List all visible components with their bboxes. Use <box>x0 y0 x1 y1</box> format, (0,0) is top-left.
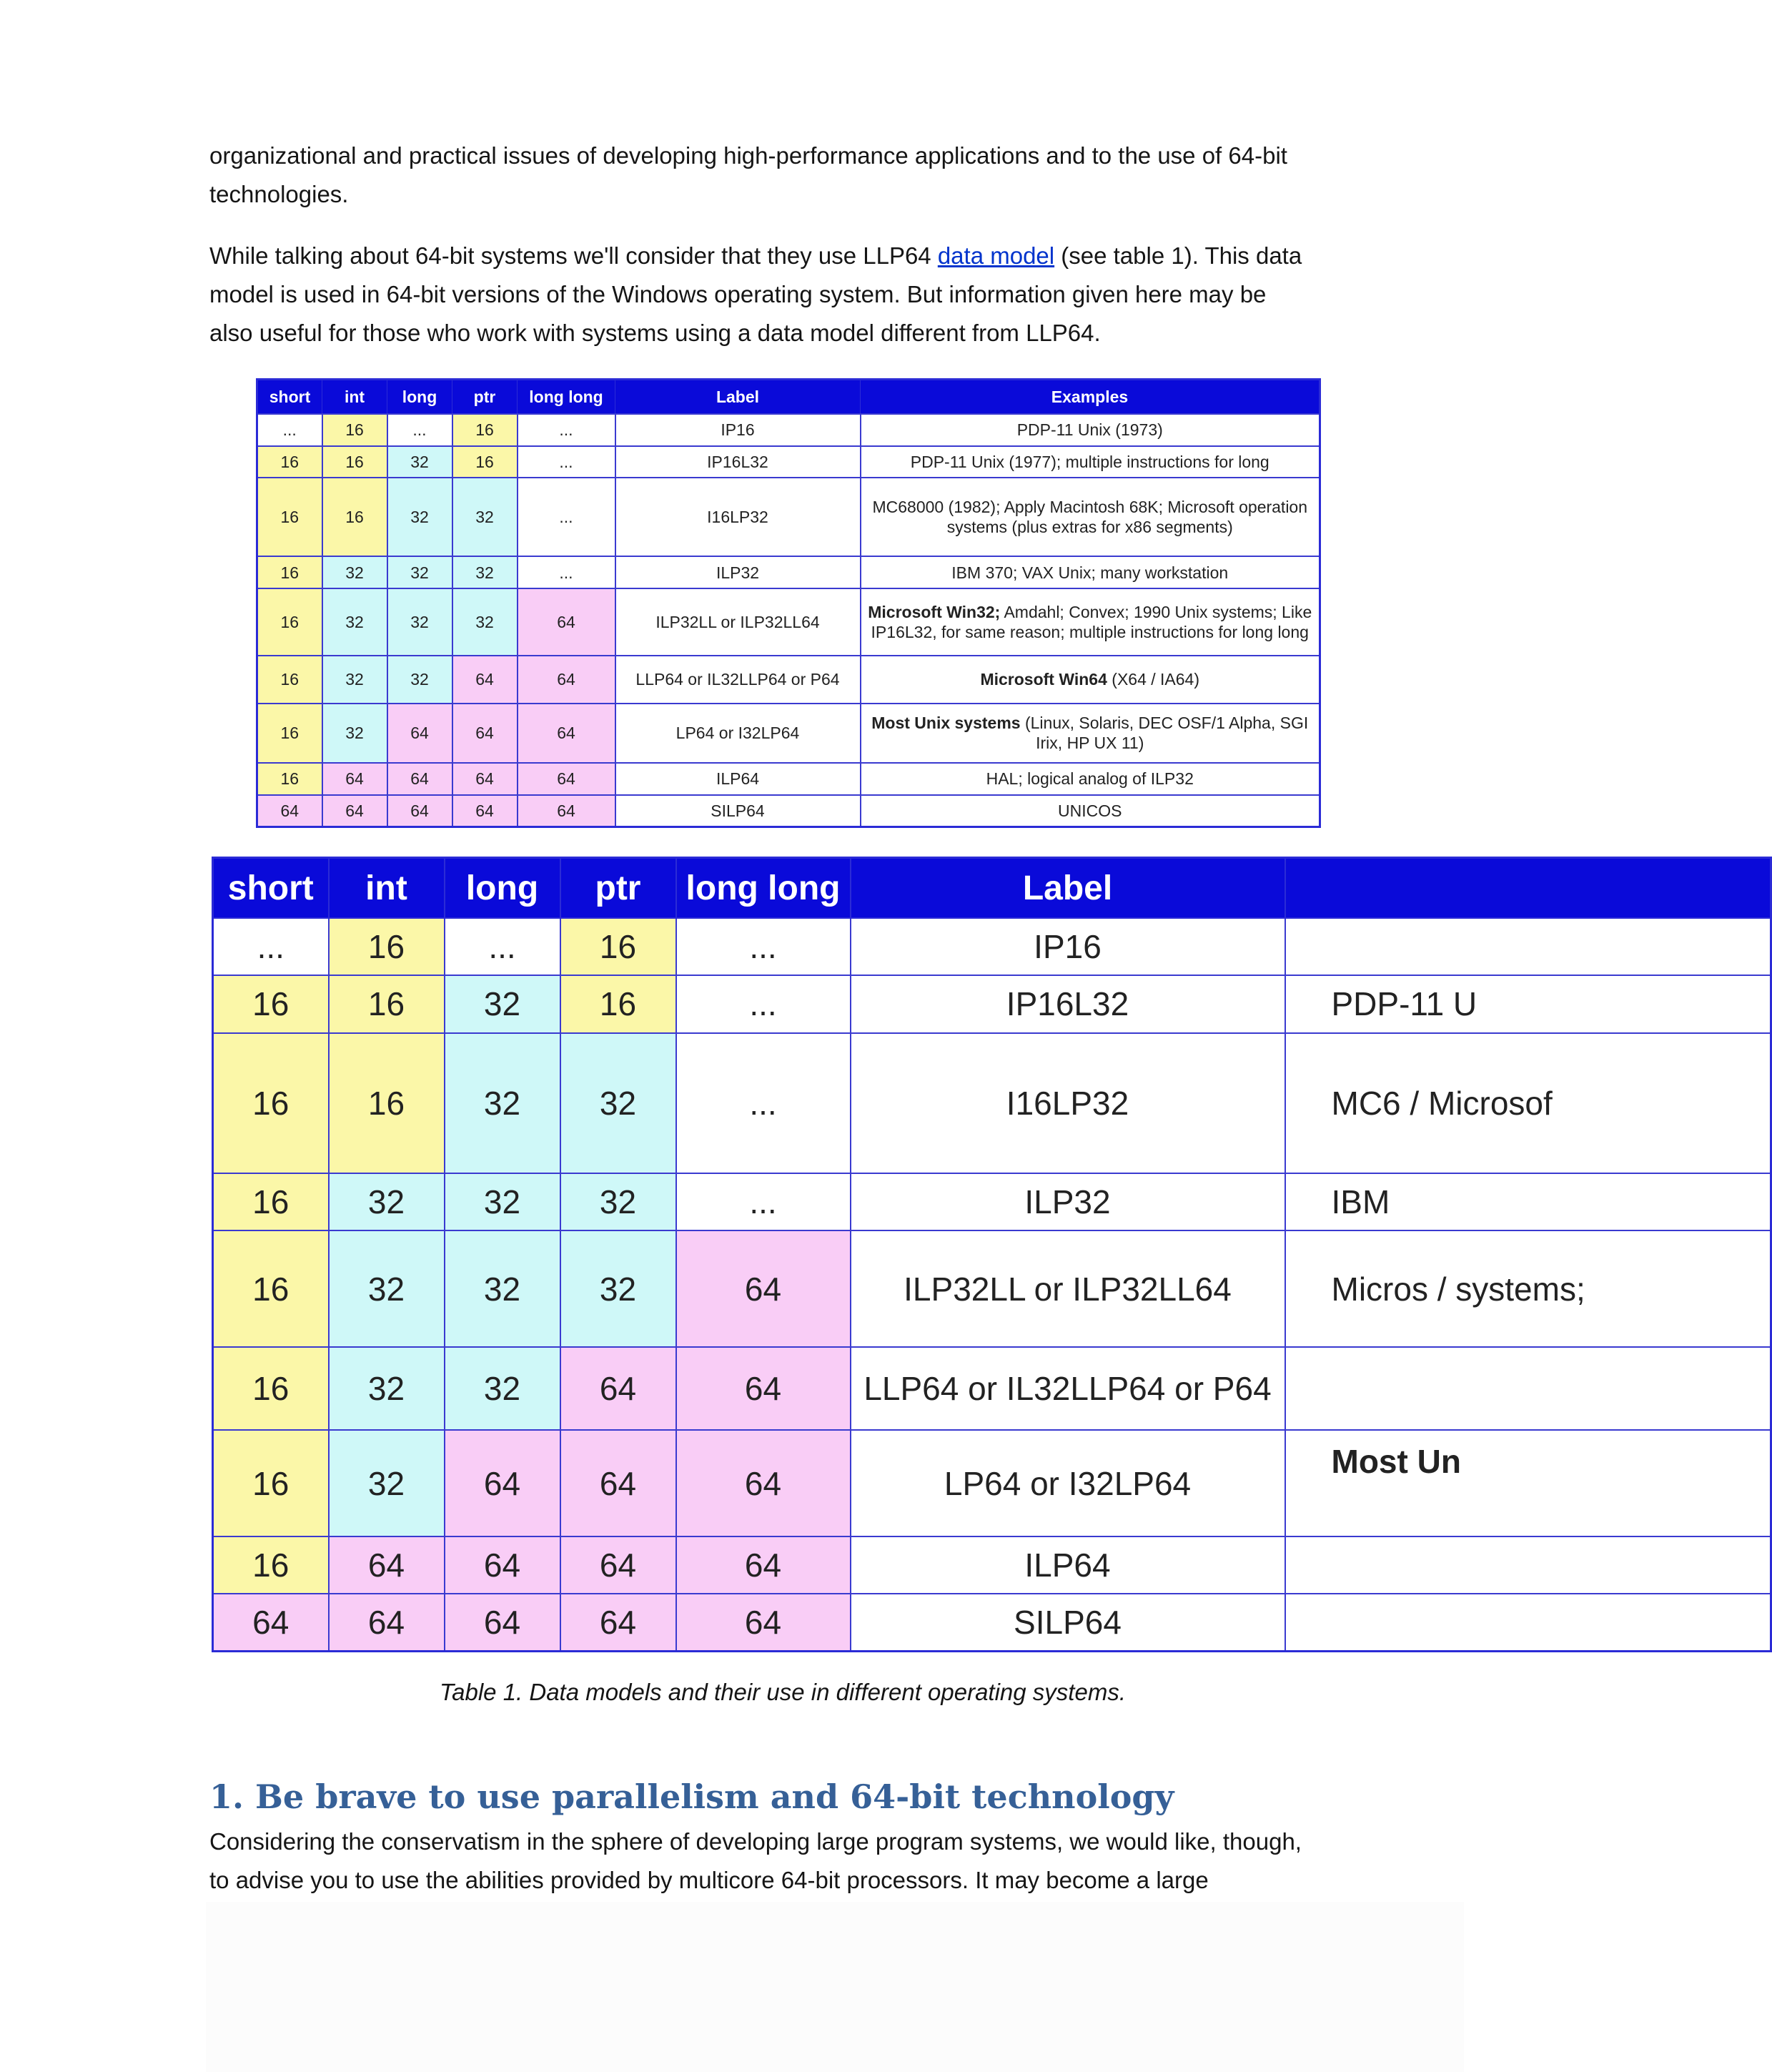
cell-label: LLP64 or IL32LLP64 or P64 <box>615 656 861 704</box>
table-row <box>257 704 1320 763</box>
cell-int: 64 <box>322 763 387 795</box>
header-int: int <box>322 380 387 415</box>
para2-before-link: While talking about 64-bit systems we'll consider that they use LLP64 <box>209 242 938 269</box>
cell-examples: PDP-11 Unix (1973) <box>861 414 1320 446</box>
cell-long: ... <box>445 918 560 975</box>
header-short: short <box>213 858 329 919</box>
cell-int: 64 <box>329 1536 445 1594</box>
header-examples: Examples <box>861 380 1320 415</box>
cell-ptr: 64 <box>560 1594 676 1651</box>
cell-int: 32 <box>322 656 387 704</box>
cell-label: ILP64 <box>615 763 861 795</box>
cell-label: IP16L32 <box>851 975 1285 1032</box>
cell-short: 16 <box>257 763 322 795</box>
cell-int: 16 <box>322 478 387 556</box>
table-row <box>213 1347 1771 1430</box>
cell-examples <box>1285 918 1771 975</box>
cell-examples <box>861 656 1320 704</box>
table-row <box>257 588 1320 656</box>
cell-short: ... <box>257 414 322 446</box>
cell-label: ILP32LL or ILP32LL64 <box>615 588 861 656</box>
cell-int: 32 <box>329 1173 445 1230</box>
intro-paragraph <box>209 137 1367 214</box>
cell-long: 32 <box>387 588 452 656</box>
cell-examples: Micros / systems; <box>1285 1230 1771 1347</box>
cell-long: 32 <box>387 656 452 704</box>
cell-short: 16 <box>257 446 322 478</box>
cell-long-long: 64 <box>518 656 615 704</box>
cell-ptr: 16 <box>560 975 676 1032</box>
examples-text: Amdahl; Convex; 1990 Unix systems; Like IP16L32, for same reason; multiple instructions for long long <box>871 602 1312 641</box>
header-short: short <box>257 380 322 415</box>
cell-examples <box>1285 1347 1771 1430</box>
cell-label: SILP64 <box>851 1594 1285 1651</box>
data-models-table-zoomed <box>212 857 1772 1652</box>
table-header-row <box>257 380 1320 415</box>
cell-short: ... <box>213 918 329 975</box>
cell-ptr: 64 <box>560 1430 676 1536</box>
table-row <box>257 763 1320 795</box>
cell-short: 16 <box>213 1430 329 1536</box>
header-ptr: ptr <box>560 858 676 919</box>
cell-long: 32 <box>445 1230 560 1347</box>
cell-ptr: 32 <box>560 1173 676 1230</box>
table-row <box>213 1536 1771 1594</box>
cell-long-long: ... <box>676 975 851 1032</box>
cell-ptr: 16 <box>452 446 518 478</box>
cell-short: 16 <box>213 1033 329 1174</box>
cell-short: 16 <box>213 975 329 1032</box>
cell-label: LP64 or I32LP64 <box>615 704 861 763</box>
cell-label: IP16L32 <box>615 446 861 478</box>
cell-examples: IBM <box>1285 1173 1771 1230</box>
section-line1: Considering the conservatism in the sphere of developing large program systems, we would like, though, <box>209 1828 1302 1855</box>
cell-ptr: 32 <box>452 556 518 588</box>
table-row <box>213 975 1771 1032</box>
table-row <box>257 414 1320 446</box>
cell-label: LLP64 or IL32LLP64 or P64 <box>851 1347 1285 1430</box>
cell-int: 32 <box>329 1230 445 1347</box>
table-row <box>257 795 1320 827</box>
cell-ptr: 64 <box>452 795 518 827</box>
cell-int: 16 <box>322 446 387 478</box>
examples-text: (X64 / IA64) <box>1107 670 1200 689</box>
cell-examples: PDP-11 Unix (1977); multiple instructions for long <box>861 446 1320 478</box>
table-row <box>257 478 1320 556</box>
cell-ptr: 32 <box>452 588 518 656</box>
cell-long-long: 64 <box>518 704 615 763</box>
cell-examples: MC6 / Microsof <box>1285 1033 1771 1174</box>
cell-long: 64 <box>387 763 452 795</box>
cell-short: 16 <box>257 478 322 556</box>
cell-int: 32 <box>322 704 387 763</box>
cell-int: 16 <box>329 975 445 1032</box>
cell-short: 16 <box>213 1347 329 1430</box>
table-caption: Table 1. Data models and their use in different operating systems. <box>440 1679 1126 1705</box>
cell-int: 32 <box>329 1347 445 1430</box>
para2-line2: model is used in 64-bit versions of the Windows operating system. But information given here may be <box>209 281 1267 307</box>
header-label: Label <box>851 858 1285 919</box>
cell-long: 32 <box>387 478 452 556</box>
cell-long: 32 <box>445 1347 560 1430</box>
cell-long-long: 64 <box>676 1536 851 1594</box>
cell-int: 64 <box>322 795 387 827</box>
header-int: int <box>329 858 445 919</box>
cell-examples: HAL; logical analog of ILP32 <box>861 763 1320 795</box>
cell-int: 16 <box>329 918 445 975</box>
intro-line-b: technologies. <box>209 181 349 207</box>
cell-label: SILP64 <box>615 795 861 827</box>
cell-label: IP16 <box>615 414 861 446</box>
cell-long-long: 64 <box>676 1347 851 1430</box>
cell-long: 64 <box>445 1594 560 1651</box>
header-long: long <box>387 380 452 415</box>
section-paragraph <box>209 1822 1367 1900</box>
examples-bold: Most Unix systems <box>871 714 1021 733</box>
cell-int: 32 <box>322 556 387 588</box>
cell-long: 64 <box>445 1536 560 1594</box>
cell-short: 16 <box>257 656 322 704</box>
cell-short: 16 <box>257 704 322 763</box>
cell-long-long: 64 <box>676 1230 851 1347</box>
cell-ptr: 32 <box>452 478 518 556</box>
cell-label: ILP32 <box>615 556 861 588</box>
cell-long: 32 <box>445 1173 560 1230</box>
cell-long-long: 64 <box>518 588 615 656</box>
section-line2: to advise you to use the abilities provided by multicore 64-bit processors. It may become a large <box>209 1867 1209 1893</box>
cell-label: LP64 or I32LP64 <box>851 1430 1285 1536</box>
cell-ptr: 16 <box>560 918 676 975</box>
cell-int: 32 <box>329 1430 445 1536</box>
cell-label: I16LP32 <box>851 1033 1285 1174</box>
cell-short: 16 <box>213 1173 329 1230</box>
cell-examples <box>1285 1536 1771 1594</box>
cell-int: 32 <box>322 588 387 656</box>
cell-short: 16 <box>257 556 322 588</box>
cell-short: 64 <box>213 1594 329 1651</box>
header-examples <box>1285 858 1771 919</box>
cell-examples <box>1285 1594 1771 1651</box>
cell-examples <box>861 704 1320 763</box>
table-row <box>257 556 1320 588</box>
table-row <box>257 656 1320 704</box>
header-label: Label <box>615 380 861 415</box>
cell-int: 16 <box>322 414 387 446</box>
examples-text: (Linux, Solaris, DEC OSF/1 Alpha, SGI Irix, HP UX 11) <box>1020 714 1309 753</box>
cell-ptr: 64 <box>452 704 518 763</box>
cell-long-long: ... <box>676 1173 851 1230</box>
table-row <box>213 1594 1771 1651</box>
cell-ptr: 64 <box>560 1347 676 1430</box>
cell-long-long: 64 <box>676 1594 851 1651</box>
examples-bold: Microsoft Win32; <box>868 602 1001 621</box>
header-ptr: ptr <box>452 380 518 415</box>
cell-label: ILP32LL or ILP32LL64 <box>851 1230 1285 1347</box>
table-row <box>213 1230 1771 1347</box>
table-row <box>257 446 1320 478</box>
table-row <box>213 1430 1771 1536</box>
cell-label: IP16 <box>851 918 1285 975</box>
cell-examples: Most Un <box>1285 1430 1771 1536</box>
cell-short: 16 <box>213 1536 329 1594</box>
table-row <box>213 1033 1771 1174</box>
cell-short: 64 <box>257 795 322 827</box>
intro-line-a: organizational and practical issues of developing high-performance applications and to the use of 64-bit <box>209 142 1287 169</box>
cell-long-long: ... <box>518 478 615 556</box>
cell-long: 32 <box>445 1033 560 1174</box>
cell-long-long: ... <box>518 414 615 446</box>
cell-long-long: ... <box>518 446 615 478</box>
cell-int: 64 <box>329 1594 445 1651</box>
cell-examples: PDP-11 U <box>1285 975 1771 1032</box>
cell-int: 16 <box>329 1033 445 1174</box>
table-header-row <box>213 858 1771 919</box>
cell-long: 32 <box>387 556 452 588</box>
cell-ptr: 64 <box>560 1536 676 1594</box>
cell-short: 16 <box>213 1230 329 1347</box>
cell-long: 64 <box>445 1430 560 1536</box>
cell-long-long: 64 <box>676 1430 851 1536</box>
data-models-table <box>256 378 1321 828</box>
cell-examples: IBM 370; VAX Unix; many workstation <box>861 556 1320 588</box>
cell-ptr: 32 <box>560 1230 676 1347</box>
cell-ptr: 64 <box>452 763 518 795</box>
cell-long-long: 64 <box>518 795 615 827</box>
examples-bold: Microsoft Win64 <box>980 670 1107 689</box>
cell-long-long: ... <box>676 918 851 975</box>
table-row <box>213 1173 1771 1230</box>
para2-after-link: (see table 1). This data <box>1054 242 1302 269</box>
cell-long: 64 <box>387 704 452 763</box>
cell-short: 16 <box>257 588 322 656</box>
cell-long: ... <box>387 414 452 446</box>
cell-label: ILP64 <box>851 1536 1285 1594</box>
cell-long: 32 <box>387 446 452 478</box>
cell-ptr: 16 <box>452 414 518 446</box>
cell-ptr: 32 <box>560 1033 676 1174</box>
data-model-link[interactable]: data model <box>937 242 1055 269</box>
data-model-paragraph <box>209 237 1367 352</box>
section-heading: 1. Be brave to use parallelism and 64-bit technology <box>209 1777 1174 1816</box>
table-row <box>213 918 1771 975</box>
cell-ptr: 64 <box>452 656 518 704</box>
cell-long-long: 64 <box>518 763 615 795</box>
cell-long: 32 <box>445 975 560 1032</box>
header-long-long: long long <box>676 858 851 919</box>
cell-label: I16LP32 <box>615 478 861 556</box>
header-long: long <box>445 858 560 919</box>
cell-examples: UNICOS <box>861 795 1320 827</box>
cell-examples: MC68000 (1982); Apply Macintosh 68K; Microsoft operation systems (plus extras for x86 segments) <box>861 478 1320 556</box>
cell-label: ILP32 <box>851 1173 1285 1230</box>
cell-long-long: ... <box>676 1033 851 1174</box>
cell-long-long: ... <box>518 556 615 588</box>
page-bottom-area <box>206 1902 1464 2072</box>
cell-examples <box>861 588 1320 656</box>
para2-line3: also useful for those who work with systems using a data model different from LLP64. <box>209 320 1101 346</box>
zoomed-table-view <box>212 857 1585 1654</box>
header-long-long: long long <box>518 380 615 415</box>
cell-long: 64 <box>387 795 452 827</box>
